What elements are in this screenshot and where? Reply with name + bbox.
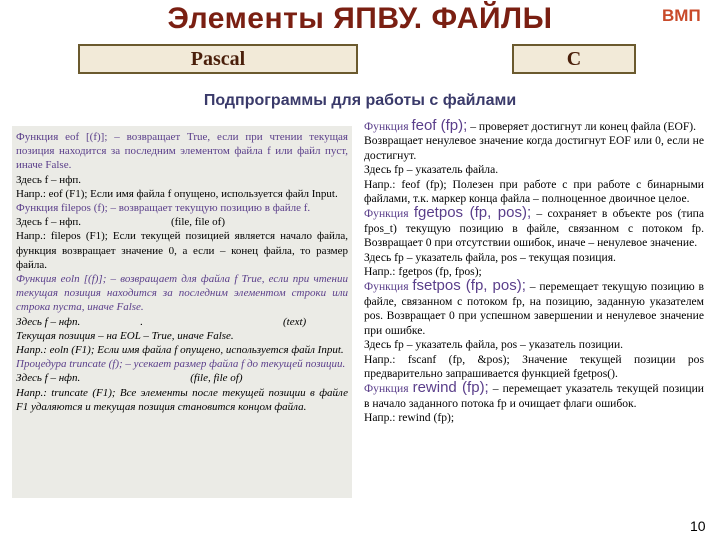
truncate-note-text: Здесь f – нфп. [16, 372, 81, 385]
subtitle: Подпрограммы для работы с файлами [203, 92, 517, 109]
fsetpos-example: Напр.: fscanf (fp, &pos); Значение текущей позиции pos предварительно запрашивается функцией fgetpos(). [364, 352, 704, 380]
fgetpos-word: Функция [364, 207, 409, 221]
fsetpos-signature: fsetpos (fp, pos); [412, 277, 526, 295]
filepos-note-text: Здесь f – нфп. [16, 216, 81, 229]
slide-title: Элементы ЯПВУ. ФАЙЛЫ [167, 2, 553, 35]
rewind-signature: rewind (fp); [412, 379, 489, 397]
truncate-example: Напр.: truncate (F1); Все элементы после текущей позиции в файле F1 удаляются и текущая позиция становится концом файла. [16, 386, 348, 413]
pascal-header [78, 44, 358, 74]
truncate-note [16, 371, 348, 385]
fgetpos-signature: fgetpos (fp, pos); [413, 204, 532, 222]
pascal-column [16, 130, 348, 414]
feof-word: Функция [364, 120, 409, 133]
fgetpos-summary: – сохраняет в объекте pos (типа fpos_t) текущую позицию в файле, связанном с потоком fp. [364, 207, 705, 235]
fgetpos-example: Напр.: fgetpos (fp, fpos); [364, 265, 482, 279]
eoln-example: Напр.: eoln (F1); Если имя файла f опущено, используется файл Input. [16, 344, 344, 357]
fgetpos-note: Здесь fp – указатель файла, pos – текущая позиция. [364, 250, 616, 264]
eoln-dot: . [140, 315, 143, 328]
feof-note: Здесь fp – указатель файла. [364, 163, 499, 177]
feof-summary: – проверяет достигнут ли конец файла (EOF). [470, 120, 697, 133]
rewind-word: Функция [364, 382, 409, 396]
eof-description: Функция eof [(f)]; – возвращает True, если при чтении текущая позиция находится за последним элементом файла f или файл пуст, иначе False. [16, 131, 348, 172]
fsetpos-word: Функция [364, 280, 409, 294]
rewind-description [364, 381, 704, 411]
feof-signature: feof (fp); [411, 117, 468, 134]
fsetpos-summary: – перемещает текущую позицию в файле, связанном с потоком fp, на позицию, заданную указателем pos. [364, 280, 704, 323]
pascal-header-label: Pascal [190, 48, 246, 70]
c-column [364, 119, 704, 426]
filepos-note [16, 215, 348, 229]
eoln-note [16, 315, 348, 329]
rewind-summary: – перемещает указатель текущей позиции в начало заданного потока fp и очищает флаги ошибок. [364, 382, 704, 410]
filepos-description: Функция filepos (f); – возвращает текущую позицию в файле f. [16, 202, 311, 215]
eof-note: Здесь f – нфп. [16, 173, 81, 186]
c-header-label: C [566, 48, 582, 70]
eoln-result: Текущая позиция – на EOL – True, иначе False. [16, 329, 234, 342]
fgetpos-return: Возвращает 0 при отсутствии ошибок, иначе – ненулевое значение. [364, 236, 698, 250]
page-number: 10 [690, 518, 706, 534]
fsetpos-note: Здесь fp – указатель файла, pos – указатель позиции. [364, 338, 624, 352]
feof-return: Возвращает ненулевое значение когда достигнут EOF или 0, если не достигнут. [364, 134, 704, 162]
truncate-types: (file, file of) [190, 372, 243, 385]
feof-description [364, 119, 704, 134]
c-header [512, 44, 636, 74]
fgetpos-description [364, 206, 704, 250]
logo: ВМП [662, 6, 701, 25]
eoln-types: (text) [283, 315, 307, 328]
rewind-example: Напр.: rewind (fp); [364, 411, 455, 425]
feof-example: Напр.: feof (fp); Полезен при работе с при работе с бинарными файлами, т.к. маркер конца файла – полноценное двоичное целое. [364, 177, 704, 206]
fsetpos-return: Возвращает 0 при успешном завершении и ненулевое значение при ошибке. [364, 309, 704, 337]
truncate-description: Процедура truncate (f); – усекает размер файла f до текущей позиции. [16, 358, 346, 371]
fsetpos-description [364, 279, 704, 338]
filepos-example: Напр.: filepos (F1); Если текущей позицией является начало файла, функция возвращает значение 0, а если – конец файла, то размер файла. [16, 230, 348, 271]
eoln-description: Функция eoln [(f)]; – возвращает для файла f True, если при чтении текущая позиция находится за последним элементом строки или строка пуста, иначе False. [16, 273, 348, 314]
eof-example: Напр.: eof (F1); Если имя файла f опущено, используется файл Input. [16, 187, 338, 200]
filepos-types: (file, file of) [170, 216, 226, 229]
eoln-note-text: Здесь f – нфп. [16, 315, 81, 328]
